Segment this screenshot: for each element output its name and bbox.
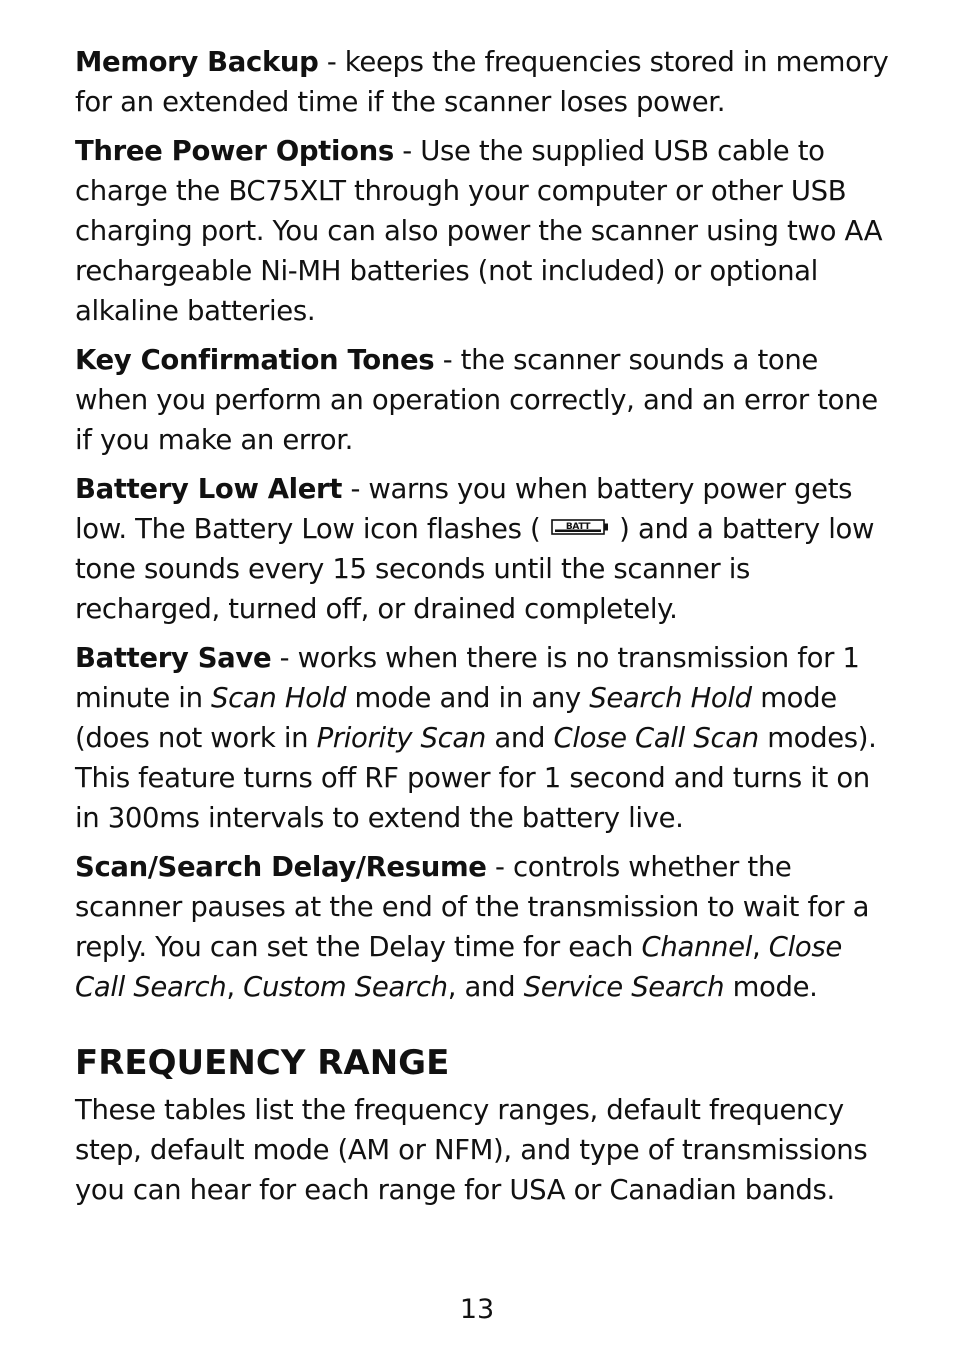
section-heading: FREQUENCY RANGE — [75, 1043, 450, 1083]
feature-description: , and — [447, 971, 524, 1003]
feature-description: , — [226, 971, 244, 1003]
feature-description: , — [751, 931, 769, 963]
mode-name: Service Search — [523, 971, 725, 1003]
feature-description: - works when there is no transmission for 1 minute in — [75, 642, 860, 714]
section-intro: These tables list the frequency ranges, default frequency step, default mode (AM or NFM), and type of transmissions you can hear for each range for USA or Canadian bands. — [75, 1094, 868, 1206]
mode-name: Close Call Search — [75, 931, 842, 1003]
feature-description: and — [486, 722, 554, 754]
feature-description: mode (does not work in — [75, 682, 837, 754]
mode-name: Close Call Scan — [553, 722, 759, 754]
mode-name: Priority Scan — [316, 722, 486, 754]
battery-low-icon — [551, 519, 609, 535]
feature-battery-save — [75, 638, 890, 838]
feature-power-options — [75, 131, 890, 331]
mode-name: Search Hold — [589, 682, 752, 714]
feature-key-tones — [75, 340, 890, 460]
feature-description: - controls whether the scanner pauses at the end of the transmission to wait for a reply. You can set the Delay time for each — [75, 851, 870, 963]
feature-term: Scan/Search Delay/Resume — [75, 851, 487, 883]
page-content — [75, 42, 890, 1219]
feature-description: - the scanner sounds a tone when you perform an operation correctly, and an error tone if you make an error. — [75, 344, 878, 456]
feature-scan-delay — [75, 847, 890, 1007]
feature-description: ) and a battery low tone sounds every 15 seconds until the scanner is recharged, turned off, or drained completely. — [75, 513, 875, 625]
feature-term: Battery Save — [75, 642, 272, 674]
feature-description: - Use the supplied USB cable to charge the BC75XLT through your computer or other USB charging port. You can also power the scanner using two AA rechargeable Ni-MH batteries (not included) or optional alkaline batteries. — [75, 135, 883, 327]
feature-description: modes). This feature turns off RF power for 1 second and turns it on in 300ms intervals to extend the battery live. — [75, 722, 877, 834]
feature-description: mode. — [724, 971, 818, 1003]
feature-description: - keeps the frequencies stored in memory for an extended time if the scanner loses power. — [75, 46, 889, 118]
mode-name: Scan Hold — [211, 682, 347, 714]
mode-name: Channel — [641, 931, 752, 963]
feature-term: Battery Low Alert — [75, 473, 343, 505]
feature-term: Key Confirmation Tones — [75, 344, 435, 376]
feature-battery-low — [75, 469, 890, 629]
feature-term: Three Power Options — [75, 135, 394, 167]
feature-term: Memory Backup — [75, 46, 319, 78]
battery-icon-label: BATT — [565, 521, 590, 532]
mode-name: Custom Search — [243, 971, 448, 1003]
feature-description: mode and in any — [346, 682, 590, 714]
feature-description: - warns you when battery power gets low. The Battery Low icon flashes ( — [75, 473, 853, 545]
page-number: 13 — [459, 1294, 495, 1325]
feature-memory-backup — [75, 42, 890, 122]
